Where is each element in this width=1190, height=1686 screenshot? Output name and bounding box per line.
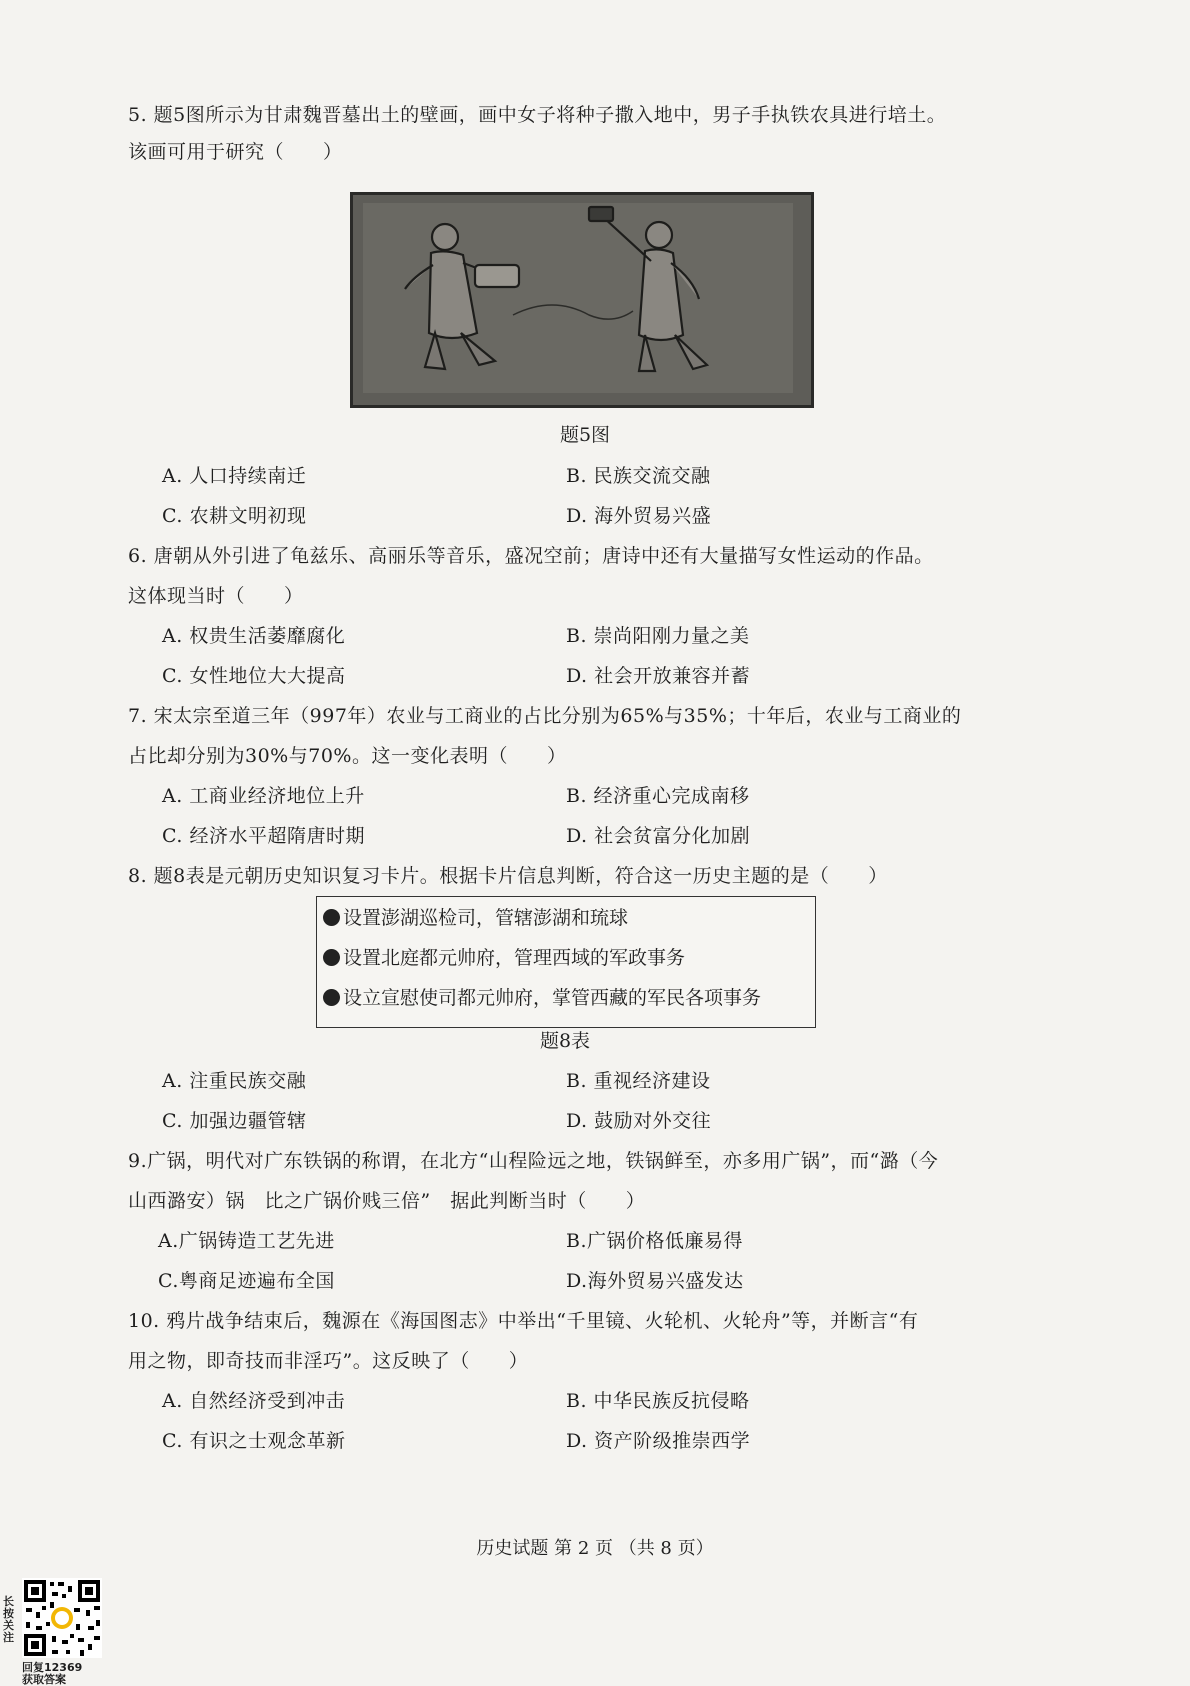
q9-option-d: D.海外贸易兴盛发达: [566, 1270, 744, 1292]
q10-option-a: A. 自然经济受到冲击: [162, 1390, 346, 1412]
q9-option-a: A.广锅铸造工艺先进: [158, 1230, 335, 1252]
q5-option-a: A. 人口持续南迁: [162, 465, 307, 487]
q8-option-b: B. 重视经济建设: [566, 1070, 711, 1092]
q7-option-c: C. 经济水平超隋唐时期: [162, 825, 365, 847]
q8-option-a: A. 注重民族交融: [162, 1070, 307, 1092]
mural-drawing: [353, 195, 811, 405]
card-item-3: 设立宣慰使司都元帅府，掌管西藏的军民各项事务: [323, 985, 761, 1011]
q6-stem-line2: 这体现当时（ ）: [128, 585, 304, 607]
q5-figure-caption: 题5图: [559, 424, 611, 446]
bullet-icon: [323, 989, 340, 1006]
qr-code[interactable]: [22, 1578, 102, 1658]
q5-option-d: D. 海外贸易兴盛: [566, 505, 712, 527]
q9-stem-line1: 9.广锅，明代对广东铁锅的称谓，在北方“山程险远之地，铁锅鲜至，亦多用广锅”，而“潞（今: [128, 1150, 939, 1172]
q5-stem-line2: 该画可用于研究（ ）: [128, 141, 343, 163]
bullet-icon: [323, 909, 340, 926]
q7-stem-line2: 占比却分别为30%与70%。这一变化表明（ ）: [128, 745, 567, 767]
qr-side-label: 长按关注: [3, 1595, 14, 1644]
q9-stem-line2: 山西潞安）锅 比之广锅价贱三倍” 据此判断当时（ ）: [128, 1190, 646, 1212]
q7-option-d: D. 社会贫富分化加剧: [566, 825, 751, 847]
q8-stem: 8. 题8表是元朝历史知识复习卡片。根据卡片信息判断，符合这一历史主题的是（ ）: [128, 865, 888, 887]
q10-stem-line2: 用之物，即奇技而非淫巧”。这反映了（ ）: [128, 1350, 529, 1372]
q10-option-c: C. 有识之士观念革新: [162, 1430, 346, 1452]
q5-stem-line1: 5. 题5图所示为甘肃魏晋墓出土的壁画，画中女子将种子撒入地中，男子手执铁农具进行培土。: [128, 104, 947, 126]
qr-reply-text: 回复12369: [22, 1661, 83, 1674]
q8-review-card: [316, 896, 816, 1028]
q9-option-c: C.粤商足迹遍布全国: [158, 1270, 335, 1292]
q6-option-d: D. 社会开放兼容并蓄: [566, 665, 751, 687]
q10-option-d: D. 资产阶级推崇西学: [566, 1430, 751, 1452]
q7-option-b: B. 经济重心完成南移: [566, 785, 750, 807]
bullet-icon: [323, 949, 340, 966]
q10-stem-line1: 10. 鸦片战争结束后，魏源在《海国图志》中举出“千里镜、火轮机、火轮舟”等，并断言“有: [128, 1310, 919, 1332]
q8-option-d: D. 鼓励对外交往: [566, 1110, 712, 1132]
q5-option-c: C. 农耕文明初现: [162, 505, 307, 527]
q6-option-b: B. 崇尚阳刚力量之美: [566, 625, 750, 647]
q6-option-a: A. 权贵生活萎靡腐化: [162, 625, 346, 647]
q8-option-c: C. 加强边疆管辖: [162, 1110, 307, 1132]
card-item-1: 设置澎湖巡检司，管辖澎湖和琉球: [323, 905, 628, 931]
q6-option-c: C. 女性地位大大提高: [162, 665, 346, 687]
q10-option-b: B. 中华民族反抗侵略: [566, 1390, 750, 1412]
card-item-2: 设置北庭都元帅府，管理西域的军政事务: [323, 945, 685, 971]
q6-stem-line1: 6. 唐朝从外引进了龟兹乐、高丽乐等音乐，盛况空前；唐诗中还有大量描写女性运动的作品。: [128, 545, 934, 567]
q9-option-b: B.广锅价格低廉易得: [566, 1230, 744, 1252]
q7-stem-line1: 7. 宋太宗至道三年（997年）农业与工商业的占比分别为65%与35%；十年后，农业与工商业的: [128, 705, 962, 727]
qr-caption-text: 获取答案: [22, 1673, 66, 1686]
q7-option-a: A. 工商业经济地位上升: [162, 785, 365, 807]
q5-mural-image: [350, 192, 814, 408]
page-footer: 历史试题 第 2 页 （共 8 页）: [476, 1538, 714, 1559]
qr-pattern: [22, 1578, 102, 1658]
q8-table-caption: 题8表: [539, 1030, 591, 1052]
q5-option-b: B. 民族交流交融: [566, 465, 711, 487]
